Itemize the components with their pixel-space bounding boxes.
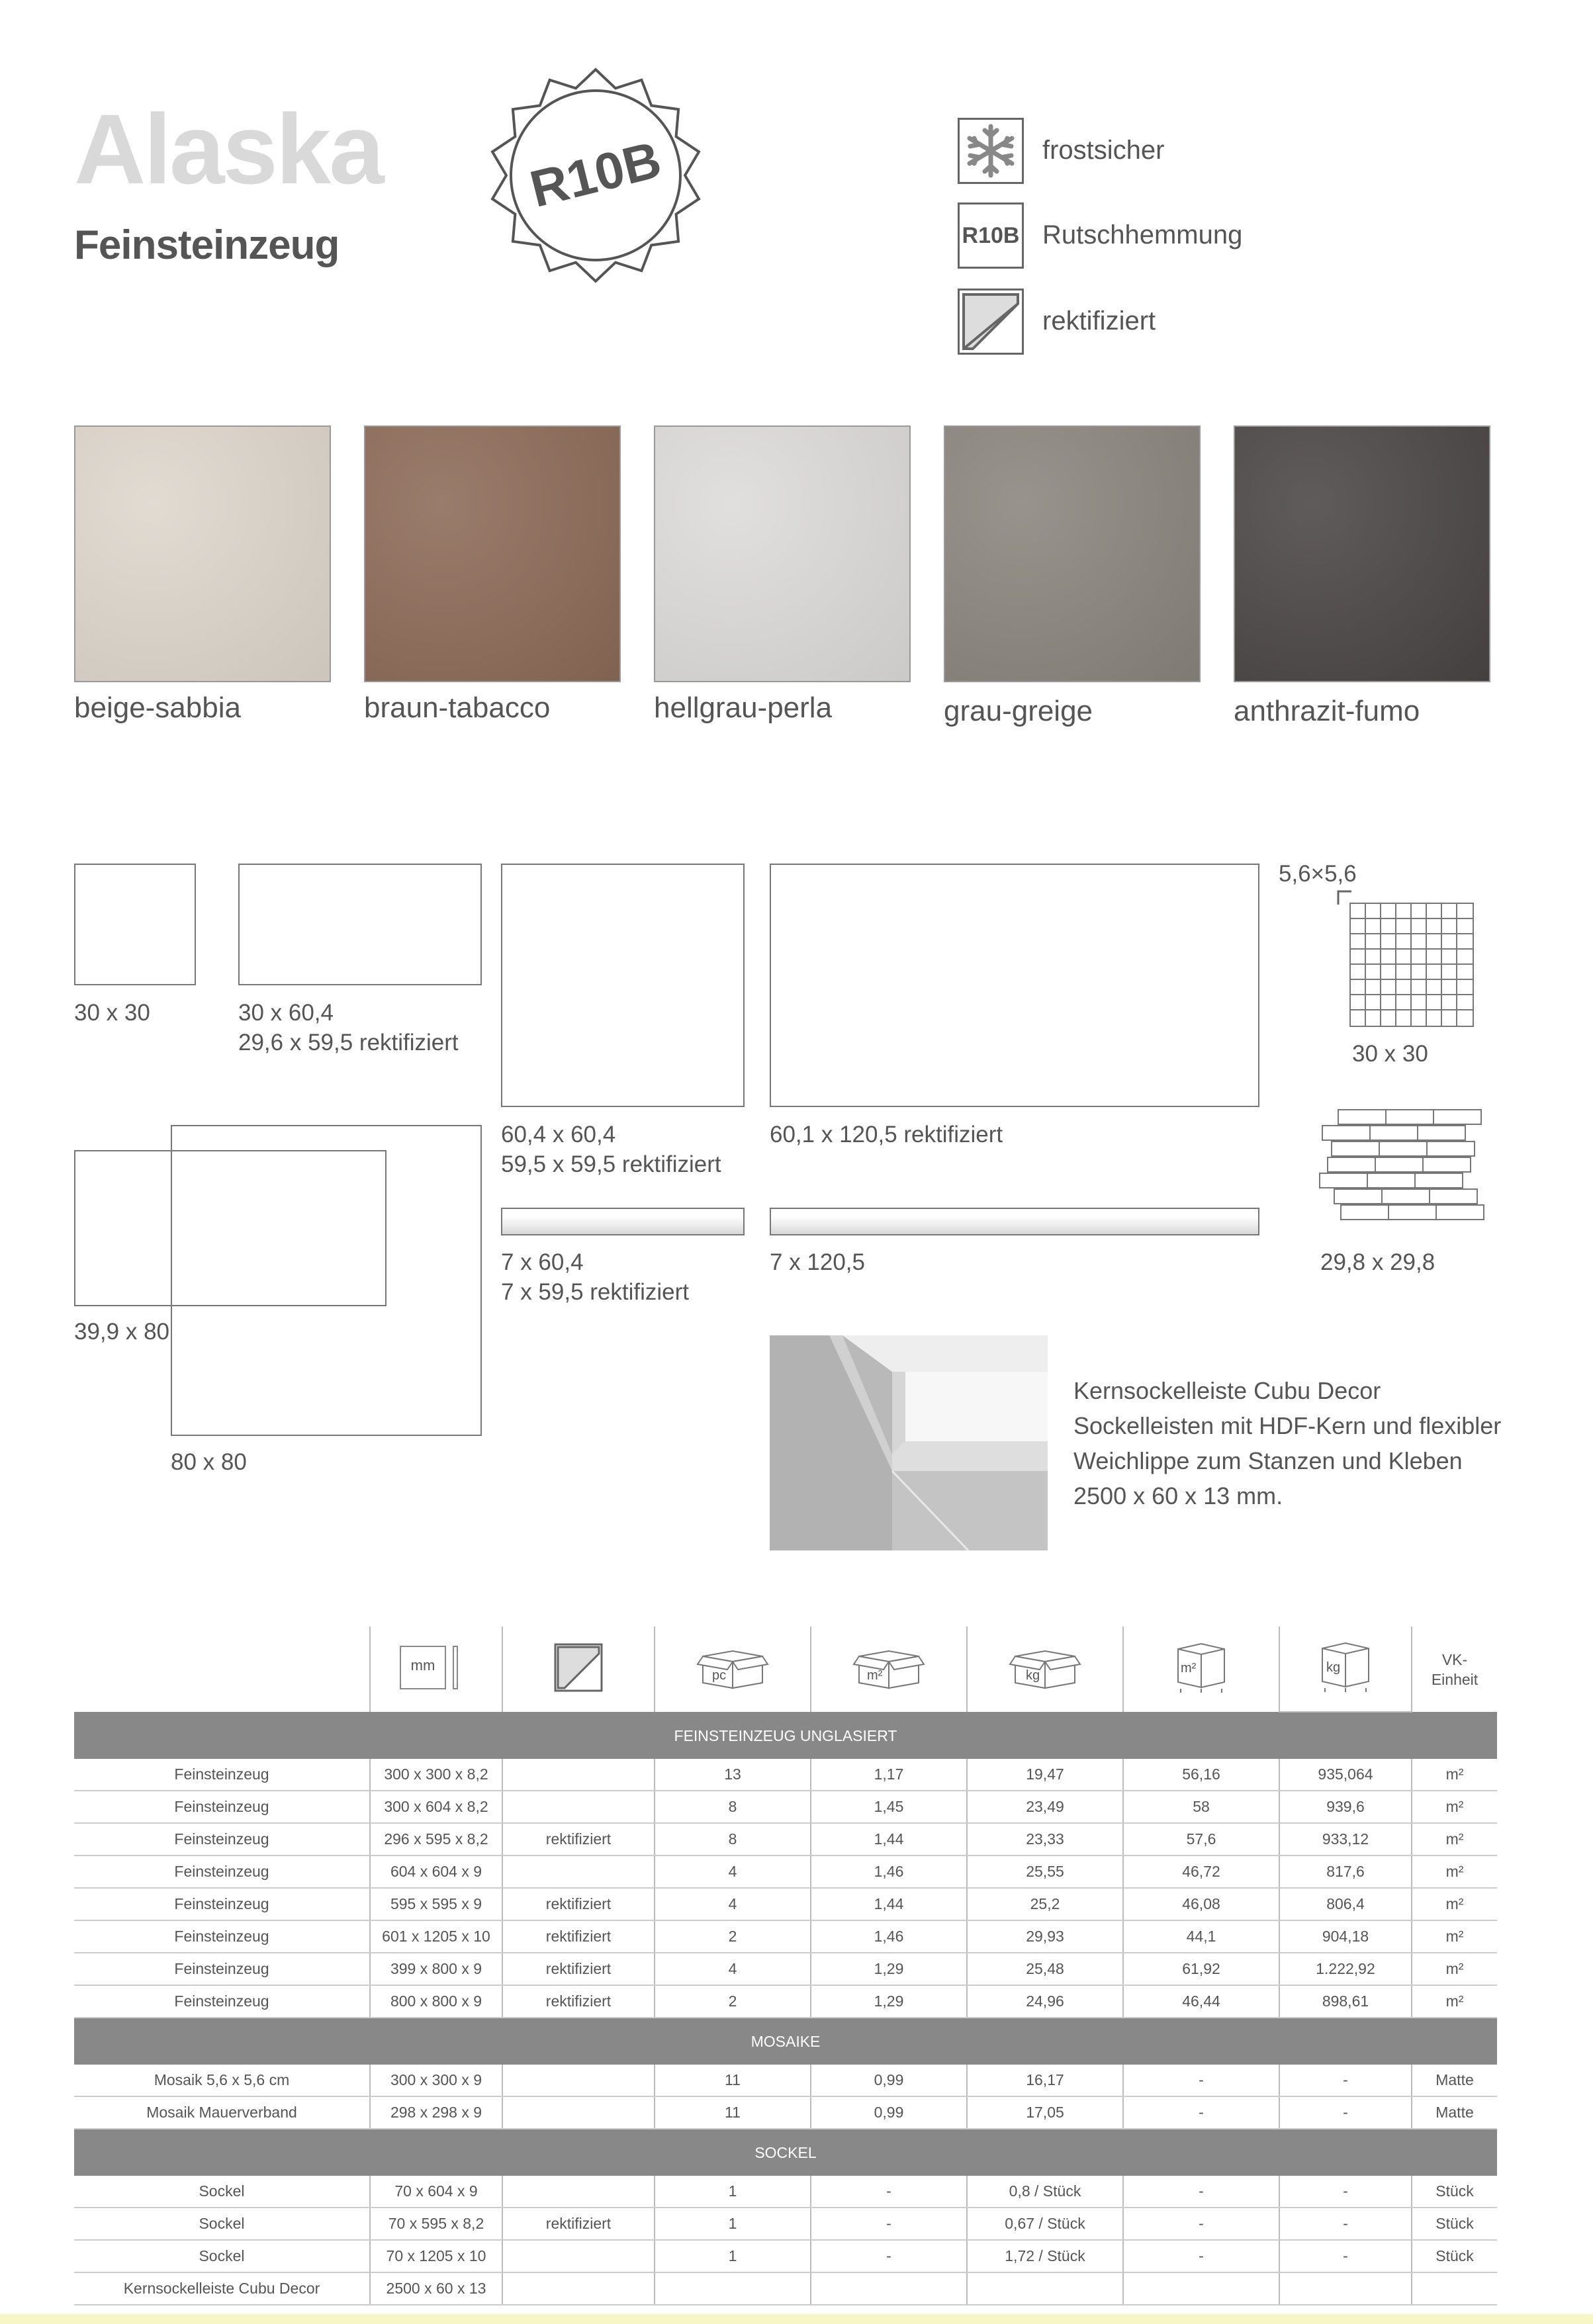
table-cell: 25,48	[967, 1953, 1123, 1985]
color-swatch-grau-greige	[944, 425, 1201, 682]
table-cell: rektifiziert	[502, 1920, 655, 1953]
table-cell: 898,61	[1279, 1985, 1412, 2018]
skirting-desc-line1: Kernsockelleiste Cubu Decor	[1073, 1377, 1381, 1404]
table-cell: Feinsteinzeug	[74, 1888, 370, 1920]
table-cell: -	[1279, 2240, 1412, 2272]
table-cell: 1,72 / Stück	[967, 2240, 1123, 2272]
rectified-edge-icon	[958, 289, 1024, 355]
table-cell: Feinsteinzeug	[74, 1953, 370, 1985]
table-cell: Feinsteinzeug	[74, 1855, 370, 1888]
m2-pallet-text: m²	[1181, 1660, 1197, 1676]
table-cell: -	[1279, 2065, 1412, 2096]
table-cell: m²	[1412, 1985, 1497, 2018]
table-cell: 1,29	[811, 1953, 967, 1985]
header-mm	[370, 1627, 502, 1712]
format-30x60-rect-label: 29,6 x 59,5 rektifiziert	[238, 1030, 459, 1055]
format-30x60	[238, 864, 482, 985]
table-cell: -	[1123, 2208, 1279, 2240]
skirting-strip-60	[501, 1208, 745, 1235]
table-cell: m²	[1412, 1953, 1497, 1985]
format-30x60-label: 30 x 60,4	[238, 1000, 334, 1026]
table-cell: -	[811, 2208, 967, 2240]
table-row	[74, 1920, 1497, 1953]
r10b-icon	[958, 202, 1024, 269]
format-60x60-label: 60,4 x 60,4	[501, 1122, 616, 1147]
skirting-desc-line3: Weichlippe zum Stanzen und Kleben	[1073, 1447, 1463, 1474]
mosaic-grid-icon	[1337, 890, 1476, 1029]
table-header-row	[74, 1627, 1497, 1712]
table-cell: 939,6	[1279, 1791, 1412, 1823]
color-swatch-label: grau-greige	[944, 695, 1093, 727]
table-cell: 1.222,92	[1279, 1953, 1412, 1985]
box-m2-icon	[852, 1644, 925, 1691]
table-cell: Matte	[1412, 2065, 1497, 2096]
table-cell: 300 x 604 x 8,2	[370, 1791, 502, 1823]
table-cell: 0,99	[811, 2065, 967, 2096]
table-cell: 25,55	[967, 1855, 1123, 1888]
feature-label-slip: Rutschhemmung	[1042, 220, 1243, 249]
header-vk-unit: VK- Einheit	[1431, 1650, 1479, 1688]
table-cell: 300 x 300 x 8,2	[370, 1759, 502, 1791]
table-cell: 24,96	[967, 1985, 1123, 2018]
table-cell: Stück	[1412, 2240, 1497, 2272]
format-80x80-label: 80 x 80	[171, 1449, 247, 1475]
table-cell: Matte	[1412, 2096, 1497, 2129]
table-cell: 58	[1123, 1791, 1279, 1823]
skirting-desc-line2: Sockelleisten mit HDF-Kern und flexibler	[1073, 1412, 1502, 1439]
skirting-strip-120	[770, 1208, 1259, 1235]
format-60x120-label: 60,1 x 120,5 rektifiziert	[770, 1122, 1003, 1147]
format-60x60	[501, 864, 745, 1107]
table-cell: m²	[1412, 1791, 1497, 1823]
table-section-header	[74, 2018, 1497, 2065]
table-cell: 296 x 595 x 8,2	[370, 1823, 502, 1855]
table-cell: -	[1279, 2096, 1412, 2129]
table-cell	[502, 1759, 655, 1791]
brick-mosaic-label: 29,8 x 29,8	[1320, 1249, 1435, 1275]
table-cell: m²	[1412, 1759, 1497, 1791]
table-row	[74, 1888, 1497, 1920]
table-cell: 17,05	[967, 2096, 1123, 2129]
table-cell: 1,44	[811, 1888, 967, 1920]
header-m2-pallet	[1123, 1627, 1279, 1712]
format-30x30-label: 30 x 30	[74, 1000, 150, 1026]
table-cell: -	[1123, 2096, 1279, 2129]
table-cell: 8	[655, 1823, 811, 1855]
table-row	[74, 1823, 1497, 1855]
table-cell: -	[1123, 2240, 1279, 2272]
table-row	[74, 2065, 1497, 2096]
color-swatch-label: braun-tabacco	[364, 692, 551, 724]
table-cell: 70 x 1205 x 10	[370, 2240, 502, 2272]
table-cell: 1	[655, 2208, 811, 2240]
table-cell: 1,45	[811, 1791, 967, 1823]
color-swatch-braun-tabacco	[364, 425, 621, 682]
table-cell: 13	[655, 1759, 811, 1791]
table-cell: Feinsteinzeug	[74, 1823, 370, 1855]
table-cell: 933,12	[1279, 1823, 1412, 1855]
table-cell: 46,44	[1123, 1985, 1279, 2018]
table-cell: Mosaik 5,6 x 5,6 cm	[74, 2065, 370, 2096]
table-row	[74, 1985, 1497, 2018]
table-cell: 904,18	[1279, 1920, 1412, 1953]
table-cell: 1,29	[811, 1985, 967, 2018]
color-swatch-label: beige-sabbia	[74, 692, 241, 724]
format-30x30	[74, 864, 196, 985]
table-cell: 604 x 604 x 9	[370, 1855, 502, 1888]
table-cell: Stück	[1412, 2208, 1497, 2240]
table-cell: 25,2	[967, 1888, 1123, 1920]
color-swatch-label: anthrazit-fumo	[1234, 695, 1420, 727]
table-cell: Sockel	[74, 2240, 370, 2272]
table-cell: 57,6	[1123, 1823, 1279, 1855]
table-cell: 399 x 800 x 9	[370, 1953, 502, 1985]
color-swatch-label: hellgrau-perla	[654, 692, 833, 724]
table-cell: 298 x 298 x 9	[370, 2096, 502, 2129]
kg-pallet-text: kg	[1326, 1660, 1341, 1675]
table-cell: rektifiziert	[502, 1985, 655, 2018]
format-60x120	[770, 864, 1259, 1107]
table-cell: 4	[655, 1888, 811, 1920]
table-cell: 16,17	[967, 2065, 1123, 2096]
page-subtitle: Feinsteinzeug	[74, 222, 340, 268]
table-cell: 23,49	[967, 1791, 1123, 1823]
table-cell: 1	[655, 2240, 811, 2272]
format-60x60-rect-label: 59,5 x 59,5 rektifiziert	[501, 1151, 721, 1177]
table-cell: -	[1279, 2208, 1412, 2240]
section-title: MOSAIKE	[74, 2018, 1497, 2065]
table-cell: Feinsteinzeug	[74, 1985, 370, 2018]
table-cell	[1123, 2272, 1279, 2305]
table-cell: 11	[655, 2096, 811, 2129]
table-cell: 19,47	[967, 1759, 1123, 1791]
skirting-60-rect-label: 7 x 59,5 rektifiziert	[501, 1279, 689, 1305]
table-cell: 4	[655, 1855, 811, 1888]
table-cell: Sockel	[74, 2208, 370, 2240]
table-cell: 1,46	[811, 1855, 967, 1888]
mosaic-size-label: 5,6×5,6	[1279, 861, 1357, 887]
table-cell: 935,064	[1279, 1759, 1412, 1791]
footer-highlight-line	[0, 2314, 1593, 2324]
feature-label-frost: frostsicher	[1042, 136, 1165, 165]
table-cell: 1,46	[811, 1920, 967, 1953]
mm-dimension-icon	[400, 1644, 473, 1691]
table-cell	[502, 2176, 655, 2208]
table-cell: rektifiziert	[502, 1888, 655, 1920]
snowflake-icon	[958, 118, 1024, 184]
table-cell: 46,08	[1123, 1888, 1279, 1920]
table-cell: 806,4	[1279, 1888, 1412, 1920]
section-title: SOCKEL	[74, 2129, 1497, 2176]
brick-mosaic-icon	[1318, 1108, 1490, 1228]
feature-label-rectified: rektifiziert	[1042, 306, 1156, 335]
table-cell: 2500 x 60 x 13	[370, 2272, 502, 2305]
table-cell	[502, 2272, 655, 2305]
table-cell: 0,67 / Stück	[967, 2208, 1123, 2240]
r10b-badge	[486, 66, 705, 285]
kg-box-text: kg	[1026, 1668, 1040, 1683]
table-cell: 44,1	[1123, 1920, 1279, 1953]
format-80x80	[171, 1125, 482, 1436]
table-row	[74, 2176, 1497, 2208]
skirting-desc-line4: 2500 x 60 x 13 mm.	[1073, 1482, 1283, 1509]
table-cell: 0,99	[811, 2096, 967, 2129]
table-cell: 300 x 300 x 9	[370, 2065, 502, 2096]
table-cell: m²	[1412, 1855, 1497, 1888]
table-cell	[967, 2272, 1123, 2305]
box-kg-icon	[1009, 1644, 1081, 1691]
table-row	[74, 2272, 1497, 2305]
table-cell: -	[1123, 2065, 1279, 2096]
table-cell	[655, 2272, 811, 2305]
r10b-icon-text: R10B	[962, 223, 1020, 248]
table-cell: m²	[1412, 1823, 1497, 1855]
header-kg-box	[967, 1627, 1123, 1712]
table-row	[74, 1855, 1497, 1888]
header-m2-box	[811, 1627, 967, 1712]
table-cell: 2	[655, 1985, 811, 2018]
m2-box-text: m²	[867, 1668, 883, 1683]
table-cell: 11	[655, 2065, 811, 2096]
skirting-description	[1073, 1373, 1501, 1513]
table-cell: 61,92	[1123, 1953, 1279, 1985]
table-section-header	[74, 2129, 1497, 2176]
table-cell	[502, 2065, 655, 2096]
table-cell: rektifiziert	[502, 1953, 655, 1985]
page-title: Alaska	[74, 93, 383, 204]
table-cell	[502, 2096, 655, 2129]
table-row	[74, 1759, 1497, 1791]
table-row	[74, 2208, 1497, 2240]
table-cell: 56,16	[1123, 1759, 1279, 1791]
table-row	[74, 2240, 1497, 2272]
table-cell: m²	[1412, 1920, 1497, 1953]
pallet-m2-icon	[1171, 1641, 1231, 1694]
color-swatch-hellgrau-perla	[654, 425, 911, 682]
mm-text: mm	[400, 1646, 446, 1689]
table-cell: -	[1123, 2176, 1279, 2208]
skirting-120-label: 7 x 120,5	[770, 1249, 865, 1275]
table-row	[74, 1953, 1497, 1985]
table-row	[74, 1791, 1497, 1823]
table-cell: 0,8 / Stück	[967, 2176, 1123, 2208]
table-cell: Mosaik Mauerverband	[74, 2096, 370, 2129]
rectified-edge-icon	[554, 1643, 603, 1692]
table-cell: m²	[1412, 1888, 1497, 1920]
mosaic-label: 30 x 30	[1352, 1041, 1428, 1067]
table-cell: 4	[655, 1953, 811, 1985]
table-cell: Feinsteinzeug	[74, 1759, 370, 1791]
skirting-photo	[770, 1335, 1048, 1550]
table-cell: rektifiziert	[502, 2208, 655, 2240]
table-cell: 1,17	[811, 1759, 967, 1791]
table-cell: 601 x 1205 x 10	[370, 1920, 502, 1953]
color-swatch-beige-sabbia	[74, 425, 331, 682]
table-cell	[502, 1855, 655, 1888]
table-cell: Stück	[1412, 2176, 1497, 2208]
pc-text: pc	[712, 1668, 727, 1683]
header-kg-pallet	[1279, 1627, 1412, 1712]
table-cell: 595 x 595 x 9	[370, 1888, 502, 1920]
table-cell: Sockel	[74, 2176, 370, 2208]
table-cell	[1412, 2272, 1497, 2305]
table-cell	[502, 1791, 655, 1823]
table-cell: 8	[655, 1791, 811, 1823]
table-cell	[811, 2272, 967, 2305]
table-cell: Kernsockelleiste Cubu Decor	[74, 2272, 370, 2305]
table-cell	[502, 2240, 655, 2272]
table-cell: Feinsteinzeug	[74, 1920, 370, 1953]
table-cell: -	[1279, 2176, 1412, 2208]
table-cell: -	[811, 2176, 967, 2208]
table-row	[74, 2096, 1497, 2129]
table-cell: Feinsteinzeug	[74, 1791, 370, 1823]
table-cell: -	[811, 2240, 967, 2272]
table-section-header	[74, 1712, 1497, 1759]
header-blank	[74, 1627, 370, 1712]
table-cell: rektifiziert	[502, 1823, 655, 1855]
pallet-kg-icon	[1316, 1640, 1375, 1693]
table-cell: 70 x 604 x 9	[370, 2176, 502, 2208]
table-cell: 800 x 800 x 9	[370, 1985, 502, 2018]
table-cell: 23,33	[967, 1823, 1123, 1855]
color-swatch-anthrazit-fumo	[1234, 425, 1490, 682]
badge-text: R10B	[524, 130, 667, 218]
table-cell	[1279, 2272, 1412, 2305]
format-40x80-label: 39,9 x 80	[74, 1319, 169, 1345]
table-cell: 2	[655, 1920, 811, 1953]
header-rectified	[502, 1627, 655, 1712]
table-cell: 1	[655, 2176, 811, 2208]
box-pieces-icon	[696, 1644, 769, 1691]
table-cell: 46,72	[1123, 1855, 1279, 1888]
table-cell: 29,93	[967, 1920, 1123, 1953]
product-table	[74, 1627, 1497, 2305]
table-cell: 70 x 595 x 8,2	[370, 2208, 502, 2240]
header-pieces	[655, 1627, 811, 1712]
table-cell: 1,44	[811, 1823, 967, 1855]
table-cell: 817,6	[1279, 1855, 1412, 1888]
skirting-60-label: 7 x 60,4	[501, 1249, 584, 1275]
section-title: FEINSTEINZEUG UNGLASIERT	[74, 1712, 1497, 1759]
